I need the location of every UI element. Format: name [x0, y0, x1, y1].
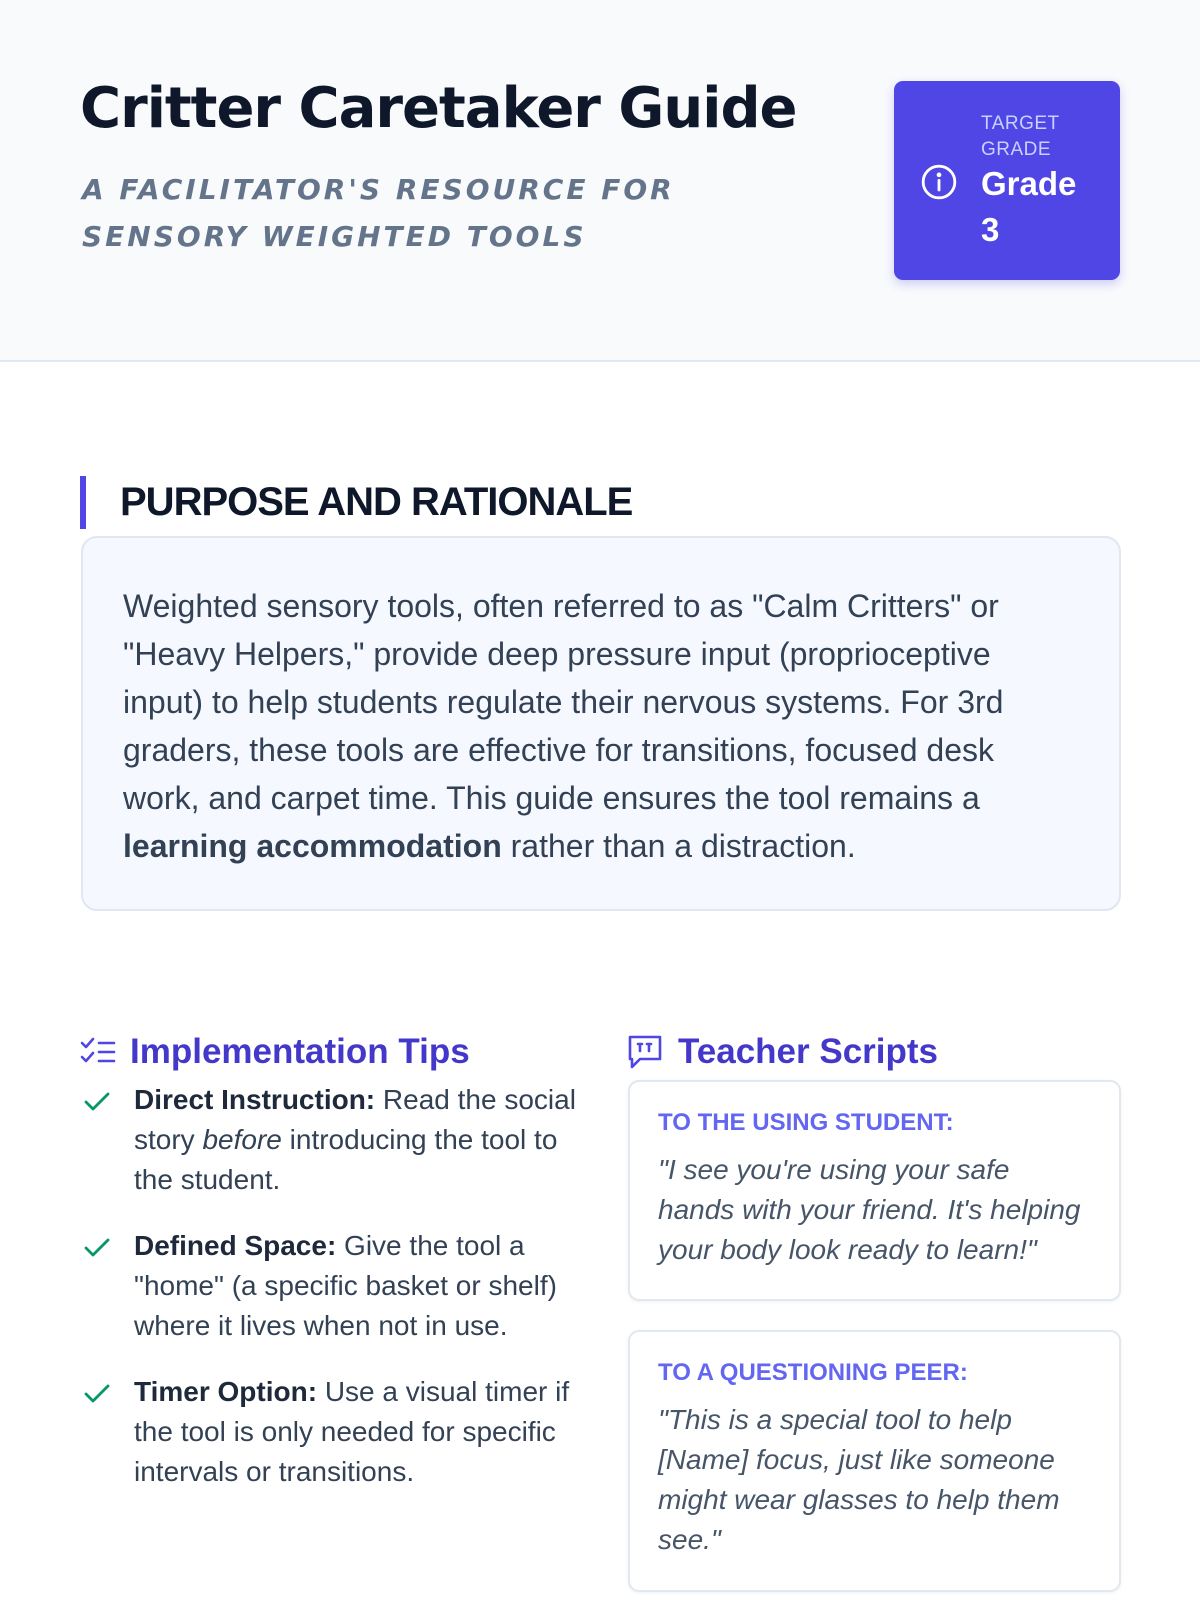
tip-label: Direct Instruction: [134, 1084, 376, 1115]
implementation-tips-heading [80, 1025, 470, 1079]
implementation-tips-title: Implementation Tips [130, 1032, 470, 1071]
speech-bubble-quote-icon [626, 1034, 664, 1070]
tip-text-emphasis: before [202, 1124, 282, 1155]
script-card-questioning-peer [628, 1330, 1121, 1592]
target-grade-value: Grade 3 [981, 165, 1077, 248]
script-card-using-student [628, 1080, 1121, 1301]
script-card-label: TO THE USING STUDENT: [658, 1109, 954, 1136]
teacher-scripts-heading [626, 1025, 938, 1079]
checkmark-icon [84, 1092, 110, 1112]
checklist-icon [80, 1037, 116, 1067]
purpose-text-part-2: rather than a distraction. [501, 828, 856, 864]
guide-header [0, 0, 1200, 362]
purpose-section-title: PURPOSE AND RATIONALE [80, 476, 632, 529]
tip-label: Timer Option: [134, 1376, 318, 1407]
implementation-tips-list [80, 1080, 580, 1518]
page-subtitle: A FACILITATOR'S RESOURCE FOR SENSORY WEIGHTED TOOLS [82, 173, 675, 253]
purpose-text-box [81, 536, 1121, 911]
purpose-text-emphasis: learning accommodation [123, 828, 502, 864]
info-circle-icon [920, 163, 958, 201]
list-item [80, 1372, 580, 1492]
target-grade-badge [894, 81, 1120, 280]
tip-text: Give the tool a "home" (a specific basket or shelf) where it lives when not in use. [134, 1230, 557, 1341]
checkmark-icon [84, 1384, 110, 1404]
page-title: Critter Caretaker Guide [80, 76, 797, 141]
script-card-label: TO A QUESTIONING PEER: [658, 1359, 968, 1386]
tip-text: Use a visual timer if the tool is only needed for specific intervals or transitions. [134, 1376, 570, 1487]
checkmark-icon [84, 1238, 110, 1258]
list-item [80, 1226, 580, 1346]
script-card-quote: "This is a special tool to help [Name] focus, just like someone might wear glasses to help them see." [658, 1404, 1060, 1555]
tip-text: introducing the tool to the student. [134, 1124, 558, 1195]
tip-text: Read the social story [134, 1084, 576, 1155]
teacher-scripts-title: Teacher Scripts [678, 1032, 939, 1071]
list-item [80, 1080, 580, 1200]
script-card-quote: "I see you're using your safe hands with your friend. It's helping your body look ready to learn!" [658, 1154, 1081, 1265]
tip-label: Defined Space: [134, 1230, 337, 1261]
purpose-text-part-1: Weighted sensory tools, often referred to as "Calm Critters" or "Heavy Helpers," provide deep pressure input (proprioceptive input) to help students regulate their nervous systems. For 3rd graders, these tools are effective for transitions, focused desk work, and carpet time. This guide ensures the tool remains a [123, 588, 1004, 816]
target-grade-label: TARGET GRADE [981, 113, 1060, 160]
